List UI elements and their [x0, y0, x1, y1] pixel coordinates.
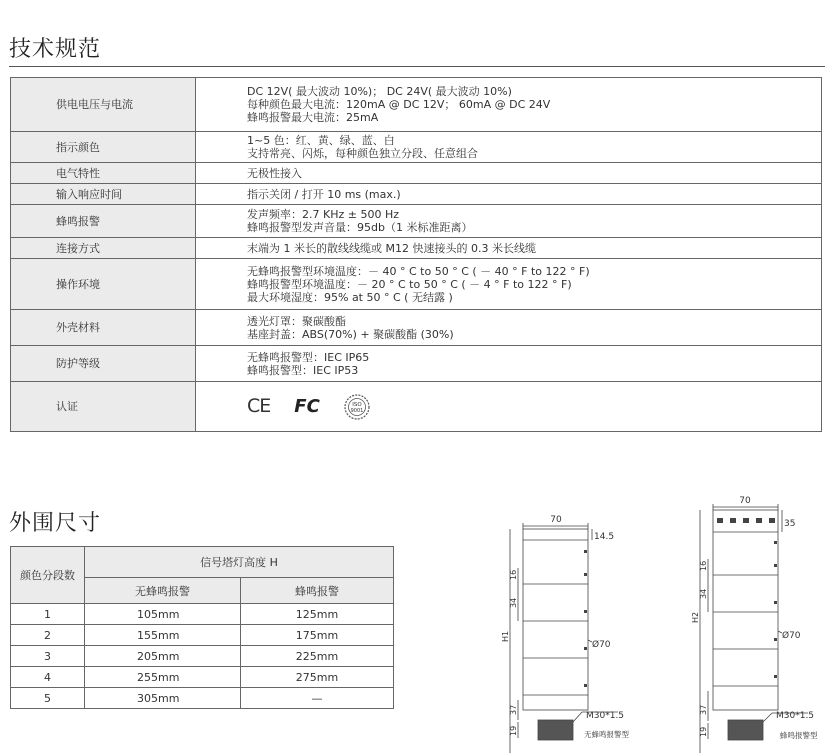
height-no-buzzer: 155mm	[85, 625, 241, 646]
dim-base: 37	[699, 704, 708, 715]
spec-value-line: 指示关闭 / 打开 10 ms (max.)	[247, 187, 401, 201]
dim-seg1: 16	[699, 560, 708, 571]
dim-h: H1	[501, 630, 510, 642]
dim-h: H2	[691, 611, 700, 623]
spec-row	[11, 346, 822, 382]
iso-9001-icon	[344, 394, 370, 420]
drawing-caption: 无蜂鸣报警型	[584, 730, 629, 739]
iso-text-top: ISO	[352, 401, 362, 408]
spec-value-line: 无蜂鸣报警型：IEC IP65	[247, 350, 370, 364]
spec-value	[196, 346, 822, 382]
segment-count: 1	[11, 604, 85, 625]
dims-title: 外围尺寸	[9, 511, 102, 536]
sub-header-no-buzzer: 无蜂鸣报警	[85, 578, 241, 604]
spec-table	[10, 77, 822, 432]
dim-dia: Ø70	[592, 640, 611, 650]
dim-stem: 19	[699, 726, 708, 737]
spec-value-line: 蜂鸣报警型：IEC IP53	[247, 363, 359, 377]
spec-row	[11, 78, 822, 132]
spec-value	[196, 310, 822, 346]
spec-row	[11, 259, 822, 310]
group-header: 信号塔灯高度 H	[85, 547, 394, 578]
spec-label: 输入响应时间	[11, 184, 196, 205]
spec-value-line: 支持常亮、闪烁，每种颜色独立分段、任意组合	[247, 147, 478, 160]
spec-row	[11, 205, 822, 238]
dimension-drawing-buzzer	[692, 495, 832, 753]
segment-count: 2	[11, 625, 85, 646]
drawing-caption: 蜂鸣报警型	[780, 731, 818, 740]
spec-value	[196, 259, 822, 310]
height-buzzer: 275mm	[241, 667, 394, 688]
dim-top: 14.5	[594, 532, 615, 542]
dim-thread: M30*1.5	[586, 711, 625, 721]
spec-title: 技术规范	[9, 37, 102, 62]
dim-top: 35	[784, 519, 796, 529]
dim-seg2: 34	[699, 588, 708, 599]
dim-thread: M30*1.5	[776, 711, 815, 721]
spec-value-line: 每种颜色最大电流：120mA @ DC 12V； 60mA @ DC 24V	[247, 98, 551, 111]
spec-value-line: DC 12V( 最大波动 10%)； DC 24V( 最大波动 10%)	[247, 85, 512, 98]
dim-seg2: 34	[509, 597, 518, 608]
height-buzzer: 175mm	[241, 625, 394, 646]
dim-width: 70	[739, 496, 751, 506]
spec-value-line: 无蜂鸣报警型环境温度：－ 40 ° C to 50 ° C ( － 40 ° F to 122 ° F)	[247, 264, 590, 278]
dims-table	[10, 546, 394, 709]
spec-label: 供电电压与电流	[11, 78, 196, 132]
spec-label: 指示颜色	[11, 132, 196, 163]
dim-width: 70	[550, 515, 562, 525]
spec-value	[196, 78, 822, 132]
spec-value-line: 蜂鸣报警最大电流：25mA	[247, 111, 379, 124]
dims-row	[11, 646, 394, 667]
spec-label: 防护等级	[11, 346, 196, 382]
spec-label: 电气特性	[11, 163, 196, 184]
spec-value-line: 最大环境湿度：95% at 50 ° C ( 无结露 )	[247, 290, 453, 304]
dims-row	[11, 625, 394, 646]
height-buzzer: 125mm	[241, 604, 394, 625]
dim-base: 37	[509, 704, 518, 715]
spec-value-line: 蜂鸣报警型环境温度：－ 20 ° C to 50 ° C ( － 4 ° F to 122 ° F)	[247, 277, 572, 291]
dim-seg1: 16	[509, 569, 518, 580]
spec-label: 认证	[11, 382, 196, 432]
spec-value	[196, 238, 822, 259]
spec-value	[196, 132, 822, 163]
dim-dia: Ø70	[782, 631, 801, 641]
ce-icon: CE	[247, 395, 271, 417]
spec-row	[11, 238, 822, 259]
spec-title-rule	[9, 66, 825, 67]
spec-value-line: 1~5 色：红、黄、绿、蓝、白	[247, 134, 395, 147]
spec-value-line: 蜂鸣报警型发声音量：95db（1 米标准距离）	[247, 221, 473, 234]
segment-count: 4	[11, 667, 85, 688]
spec-value	[196, 163, 822, 184]
dims-row	[11, 667, 394, 688]
sub-header-buzzer: 蜂鸣报警	[241, 578, 394, 604]
fc-icon: FC	[294, 396, 320, 417]
spec-row	[11, 132, 822, 163]
segment-count: 5	[11, 688, 85, 709]
dims-row	[11, 604, 394, 625]
spec-row	[11, 310, 822, 346]
spec-value-line: 末端为 1 米长的散线线缆或 M12 快速接头的 0.3 米长线缆	[247, 241, 536, 255]
spec-value	[196, 184, 822, 205]
spec-value	[196, 382, 822, 432]
height-buzzer: —	[241, 688, 394, 709]
spec-label: 操作环境	[11, 259, 196, 310]
height-no-buzzer: 305mm	[85, 688, 241, 709]
height-no-buzzer: 105mm	[85, 604, 241, 625]
spec-value-line: 发声频率：2.7 KHz ± 500 Hz	[247, 208, 399, 221]
segment-count: 3	[11, 646, 85, 667]
height-no-buzzer: 205mm	[85, 646, 241, 667]
height-no-buzzer: 255mm	[85, 667, 241, 688]
spec-label: 蜂鸣报警	[11, 205, 196, 238]
spec-row	[11, 184, 822, 205]
spec-value-line: 透光灯罩：聚碳酸酯	[247, 314, 346, 328]
spec-row	[11, 382, 822, 432]
height-buzzer: 225mm	[241, 646, 394, 667]
spec-label: 外壳材料	[11, 310, 196, 346]
dims-row	[11, 688, 394, 709]
spec-value	[196, 205, 822, 238]
spec-value-line: 无极性接入	[247, 166, 302, 180]
spec-row	[11, 163, 822, 184]
dim-stem: 19	[509, 725, 518, 736]
spec-label: 连接方式	[11, 238, 196, 259]
iso-text-bottom: 9001	[350, 407, 364, 414]
dimension-drawing-no-buzzer	[500, 510, 640, 753]
spec-value-line: 基座封盖：ABS(70%) + 聚碳酸酯 (30%)	[247, 327, 454, 341]
col-header: 颜色分段数	[11, 547, 85, 604]
